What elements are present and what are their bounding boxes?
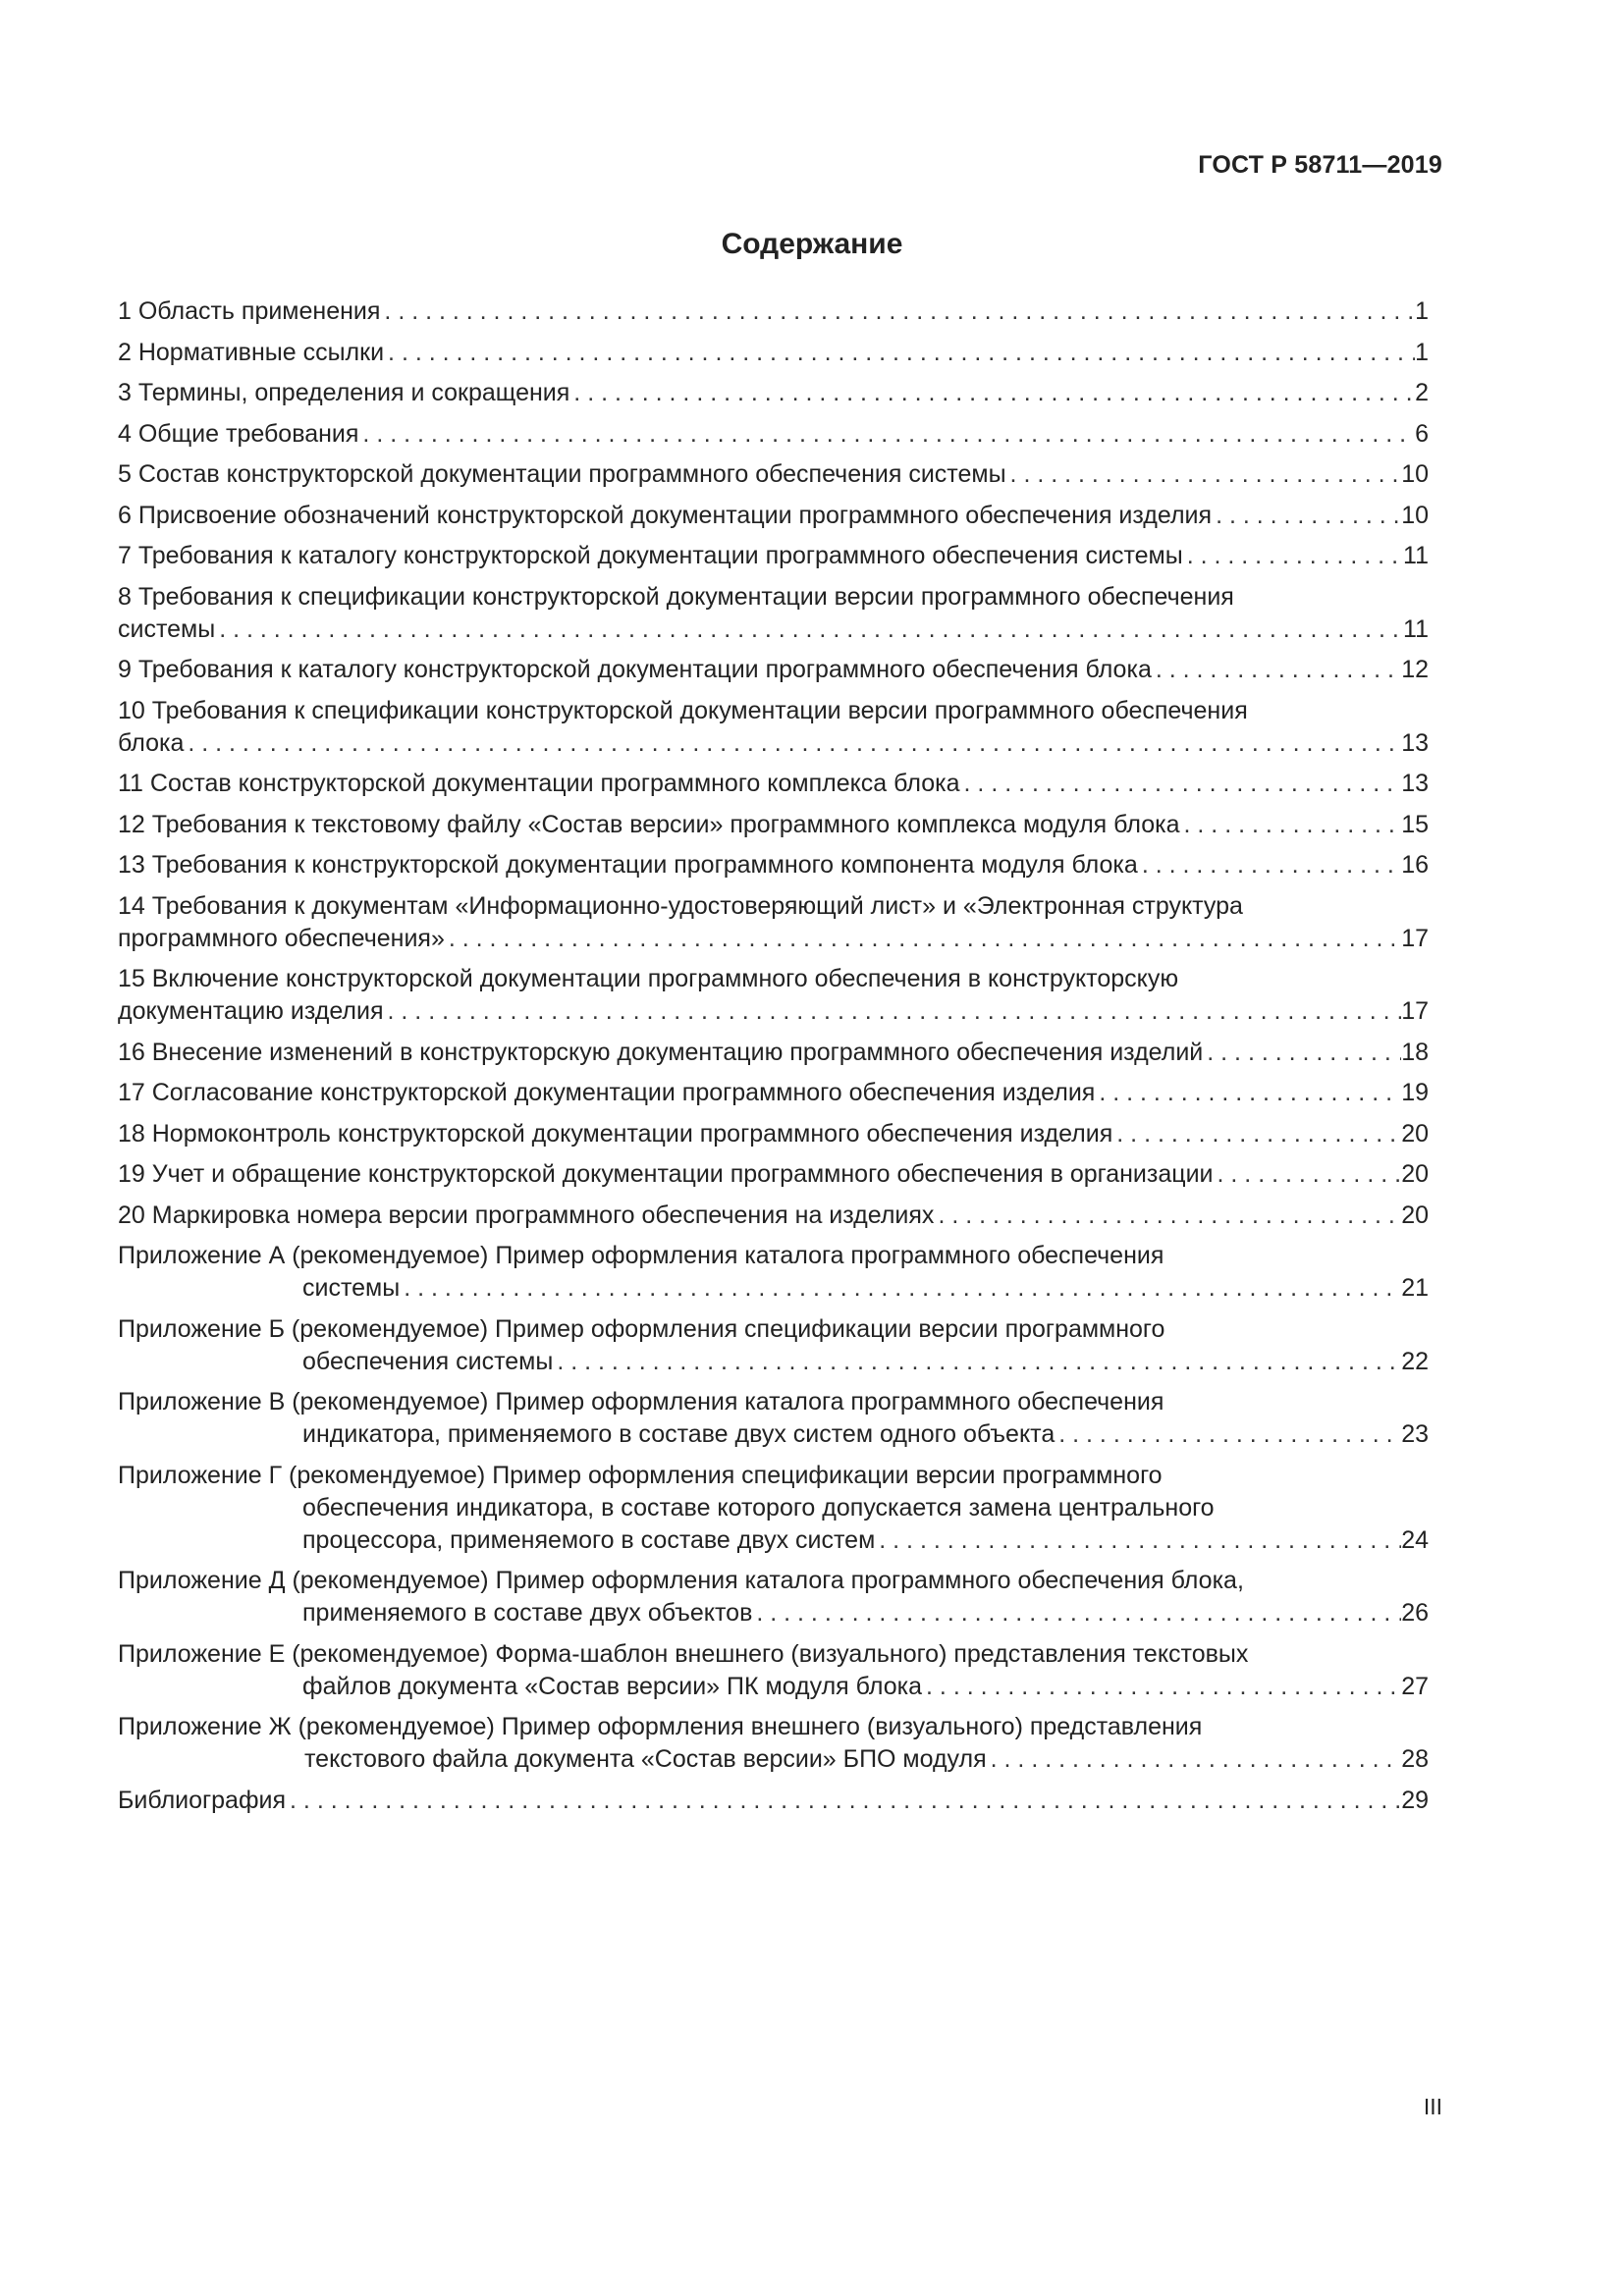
toc-entry-text: 12 Требования к текстовому файлу «Состав версии» программного комплекса модуля блока	[118, 810, 1180, 838]
toc-entry-text: Приложение В (рекомендуемое) Пример оформления каталога программного обеспечения	[118, 1388, 1164, 1415]
toc-entry	[118, 1200, 1429, 1232]
toc-entry-text: 5 Состав конструкторской документации программного обеспечения системы	[118, 460, 1006, 488]
toc-page-number: 10	[1401, 501, 1429, 529]
toc-page-number: 17	[1401, 924, 1429, 952]
dot-leader	[1006, 458, 1402, 491]
toc-entry-text: 7 Требования к каталогу конструкторской документации программного обеспечения системы	[118, 542, 1183, 569]
toc-page-number: 20	[1401, 1201, 1429, 1229]
toc-entry-text: применяемого в составе двух объектов	[302, 1599, 753, 1627]
dot-leader	[1212, 500, 1401, 532]
dot-leader	[1180, 809, 1402, 841]
dot-leader	[184, 727, 1401, 760]
dot-leader	[358, 418, 1415, 451]
toc-page-number: 1	[1415, 297, 1429, 325]
toc-page-number: 27	[1401, 1672, 1429, 1700]
toc-entry	[118, 1118, 1429, 1150]
toc-entry	[118, 1460, 1429, 1557]
toc-entry-text: 15 Включение конструкторской документации программного обеспечения в конструкторскую	[118, 965, 1179, 992]
toc-page-number: 1	[1415, 338, 1429, 366]
toc-entry-text: Приложение Е (рекомендуемое) Форма-шаблон внешнего (визуального) представления текстовых	[118, 1639, 1249, 1668]
dot-leader	[553, 1346, 1401, 1378]
toc-entry-text: Приложение Г (рекомендуемое) Пример оформления спецификации версии программного	[118, 1461, 1163, 1489]
toc-entry	[118, 1785, 1429, 1817]
page-number: III	[1423, 2094, 1442, 2119]
dot-leader	[1203, 1037, 1401, 1069]
toc-entry-text: 1 Область применения	[118, 297, 381, 325]
toc-entry	[118, 540, 1429, 572]
dot-leader	[400, 1272, 1401, 1305]
toc-entry-text: обеспечения системы	[302, 1347, 554, 1375]
toc-entry-text: 2 Нормативные ссылки	[118, 338, 385, 366]
toc-entry-text: 19 Учет и обращение конструкторской документации программного обеспечения в организации	[118, 1160, 1214, 1188]
toc-entry-text: 18 Нормоконтроль конструкторской документации программного обеспечения изделия	[118, 1119, 1113, 1148]
toc-entry-text: Приложение Ж (рекомендуемое) Пример оформления внешнего (визуального) представления	[118, 1713, 1203, 1740]
toc-page-number: 23	[1401, 1420, 1429, 1448]
toc-page-number: 16	[1401, 851, 1429, 879]
toc-entry	[118, 337, 1429, 369]
toc-entry	[118, 1386, 1429, 1451]
toc-entry-text: 6 Присвоение обозначений конструкторской документации программного обеспечения изделия	[118, 501, 1213, 529]
toc-page-number: 24	[1401, 1525, 1429, 1554]
toc-page-number: 13	[1401, 728, 1429, 757]
toc-entry-text: Приложение А (рекомендуемое) Пример оформления каталога программного обеспечения	[118, 1242, 1164, 1269]
toc-entry-text: системы	[302, 1274, 401, 1302]
toc-entry-text: 20 Маркировка номера версии программного обеспечения на изделиях	[118, 1201, 935, 1229]
document-code: ГОСТ Р 58711—2019	[1198, 151, 1442, 179]
toc-page-number: 11	[1403, 614, 1429, 643]
toc-entry	[118, 1158, 1429, 1191]
dot-leader	[1214, 1158, 1402, 1191]
toc-entry	[118, 418, 1429, 451]
toc-page-number: 18	[1401, 1038, 1429, 1066]
dot-leader	[215, 614, 1403, 646]
toc-entry	[118, 581, 1429, 646]
dot-leader	[922, 1671, 1401, 1703]
dot-leader	[875, 1524, 1401, 1557]
dot-leader	[752, 1597, 1401, 1629]
toc-page-number: 20	[1401, 1119, 1429, 1148]
toc-entry-text: Библиография	[118, 1786, 287, 1814]
dot-leader	[1112, 1118, 1401, 1150]
toc-entry-text: 8 Требования к спецификации конструкторской документации версии программного обеспечения	[118, 582, 1234, 611]
dot-leader	[1183, 540, 1403, 572]
toc-entry	[118, 377, 1429, 409]
toc-entry-text: блока	[118, 728, 185, 757]
toc-entry	[118, 768, 1429, 800]
toc-page-number: 15	[1401, 810, 1429, 838]
toc-page-number: 11	[1403, 542, 1429, 569]
toc-entry	[118, 1240, 1429, 1305]
dot-leader	[384, 995, 1402, 1028]
toc-title: Содержание	[721, 228, 903, 260]
dot-leader	[286, 1785, 1401, 1817]
toc-page-number: 22	[1401, 1347, 1429, 1375]
toc-entry-text: 10 Требования к спецификации конструкторской документации версии программного обеспечения	[118, 696, 1248, 724]
dot-leader	[934, 1200, 1401, 1232]
toc-entry-text: 11 Состав конструкторской документации программного комплекса блока	[118, 770, 960, 797]
toc-entry-text: файлов документа «Состав версии» ПК модуля блока	[302, 1672, 923, 1700]
toc-entry-text: Приложение Б (рекомендуемое) Пример оформления спецификации версии программного	[118, 1314, 1165, 1343]
toc-page-number: 12	[1401, 656, 1429, 683]
toc-entry	[118, 695, 1429, 760]
toc-entry	[118, 809, 1429, 841]
toc-entry	[118, 654, 1429, 686]
toc-entry-text: 17 Согласование конструкторской документации программного обеспечения изделия	[118, 1079, 1096, 1106]
toc-entry	[118, 1037, 1429, 1069]
toc-page-number: 17	[1401, 997, 1429, 1025]
dot-leader	[987, 1743, 1402, 1776]
toc-entry	[118, 963, 1429, 1028]
toc-page-number: 21	[1401, 1274, 1429, 1302]
toc-entry-text: 13 Требования к конструкторской документации программного компонента модуля блока	[118, 851, 1138, 879]
toc-page-number: 2	[1415, 379, 1429, 406]
toc-entry-text: индикатора, применяемого в составе двух систем одного объекта	[302, 1420, 1056, 1448]
toc-entry-text: 9 Требования к каталогу конструкторской документации программного обеспечения блока	[118, 656, 1152, 683]
toc-page-number: 26	[1401, 1599, 1429, 1627]
toc-entry	[118, 890, 1429, 955]
toc-entry-text: документацию изделия	[118, 997, 384, 1025]
dot-leader	[1095, 1077, 1401, 1109]
toc-page-number: 13	[1401, 770, 1429, 797]
toc-entry	[118, 500, 1429, 532]
toc-entry	[118, 1565, 1429, 1629]
dot-leader	[1138, 849, 1401, 881]
toc-page-number: 29	[1401, 1786, 1429, 1814]
toc-entry-text: 4 Общие требования	[118, 419, 359, 448]
dot-leader	[1152, 654, 1401, 686]
toc-entry-text: 3 Термины, определения и сокращения	[118, 379, 570, 406]
toc-entry-text: программного обеспечения»	[118, 924, 445, 952]
toc-page-number: 28	[1401, 1745, 1429, 1773]
toc-entry	[118, 295, 1429, 328]
dot-leader	[445, 923, 1401, 955]
toc-entry-text: системы	[118, 614, 216, 643]
toc-entry-text: обеспечения индикатора, в составе которого допускается замена центрального	[302, 1493, 1215, 1522]
toc-entry-text: 14 Требования к документам «Информационно-удостоверяющий лист» и «Электронная структура	[118, 891, 1243, 920]
toc-entry	[118, 1313, 1429, 1378]
toc-page-number: 10	[1401, 460, 1429, 488]
toc-entry	[118, 1638, 1429, 1703]
toc-page-number: 6	[1415, 419, 1429, 448]
dot-leader	[569, 377, 1415, 409]
toc-entry	[118, 458, 1429, 491]
toc-entry-text: 16 Внесение изменений в конструкторскую документацию программного обеспечения изделий	[118, 1038, 1204, 1066]
toc-page-number: 20	[1401, 1160, 1429, 1188]
toc-entry	[118, 1711, 1429, 1776]
dot-leader	[380, 295, 1415, 328]
dot-leader	[1055, 1418, 1401, 1451]
toc-entry-text: Приложение Д (рекомендуемое) Пример оформления каталога программного обеспечения блока,	[118, 1567, 1244, 1594]
toc-entry-text: процессора, применяемого в составе двух систем	[302, 1525, 876, 1554]
dot-leader	[960, 768, 1402, 800]
dot-leader	[384, 337, 1415, 369]
toc-entry	[118, 1077, 1429, 1109]
toc-entry-text: текстового файла документа «Состав версии» БПО модуля	[304, 1745, 987, 1773]
toc-page-number: 19	[1401, 1079, 1429, 1106]
toc-entry	[118, 849, 1429, 881]
table-of-contents	[118, 295, 1429, 1825]
